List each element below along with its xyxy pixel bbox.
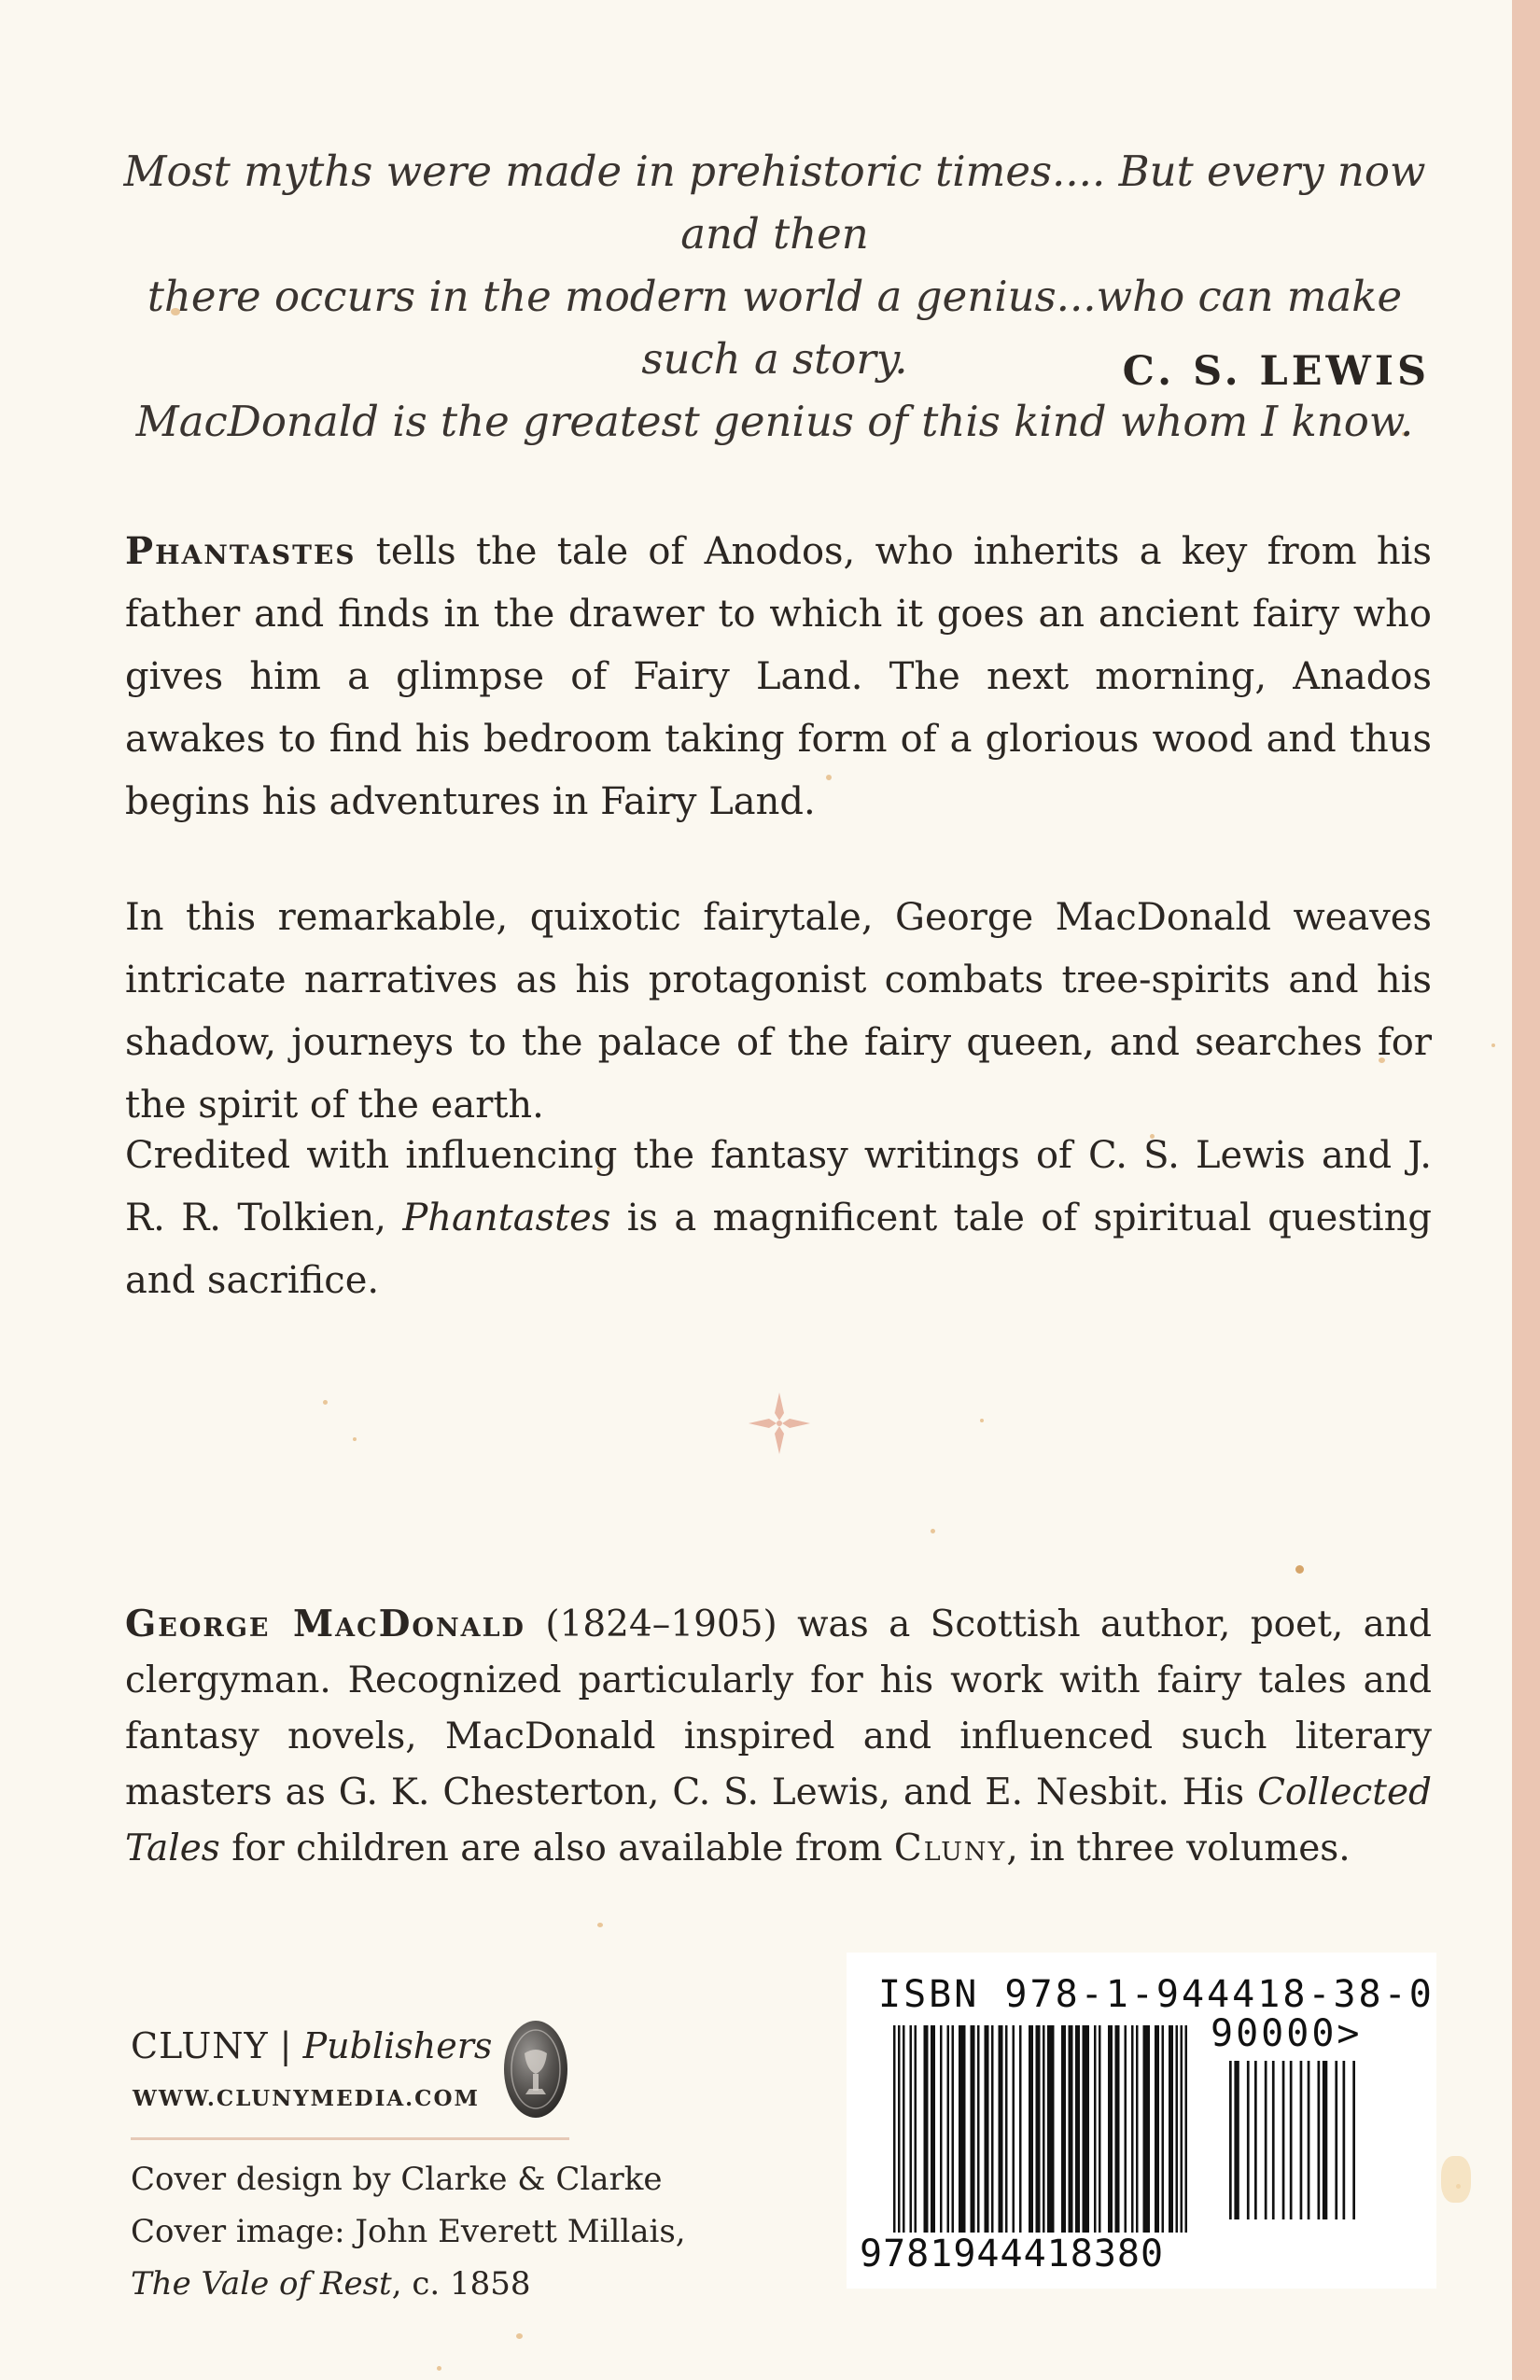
barcode-bar [931, 2025, 935, 2233]
bio-text: (1824–1905) was a Scottish author, poet, and clergyman. Recognized particularly for his work with fairy tales and fantasy novels, MacDonald inspired and influenced such literary masters as G. K. Chesterton, C. S. Lewis, and E. Nesbit. His [125, 1603, 1432, 1813]
book-title: Phantastes [402, 1197, 611, 1239]
barcode-bar [999, 2025, 1003, 2233]
barcode-bar [1061, 2025, 1066, 2233]
synopsis-text: tells the tale of Anodos, who inherits a key from his father and finds in the drawer to which it goes an ancient fairy who gives him a glimpse of Fairy Land. The next morning, Anados awakes to find his bedroom taking form of a glorious wood and thus begins his adventures in Fairy Land. [125, 530, 1432, 823]
publisher-imprint [131, 2025, 492, 2066]
barcode-bar [1323, 2061, 1327, 2219]
quote-line-1: Most myths were made in prehistoric times.... But every now and then [123, 147, 1426, 259]
bio-text: , in three volumes. [1006, 1827, 1351, 1869]
quote-attribution: C. S. LEWIS [1122, 348, 1430, 395]
author-name: George MacDonald [125, 1603, 525, 1645]
barcode-bar [1125, 2025, 1127, 2233]
isbn-barcode-block [847, 1953, 1436, 2289]
synopsis-paragraph-2: In this remarkable, quixotic fairytale, George MacDonald weaves intricate narratives as his protagonist combats tree-spirits and his shadow, journeys to the palace of the fairy queen, and searches for the spirit of the earth. [125, 896, 1432, 1127]
publisher-website: WWW.CLUNYMEDIA.COM [133, 2086, 480, 2111]
quote-line-3: MacDonald is the greatest genius of this kind whom I know. [135, 397, 1414, 446]
ean-barcode [893, 2025, 1248, 2244]
barcode-bar [1176, 2025, 1179, 2233]
pull-quote [112, 140, 1437, 453]
cover-credits [131, 2153, 686, 2310]
barcode-bar [1181, 2025, 1183, 2233]
barcode-bar [1318, 2061, 1321, 2219]
paper-speck [1491, 1043, 1495, 1047]
barcode-bar [1343, 2061, 1346, 2219]
publisher-name: CLUNY [131, 2025, 269, 2066]
barcode-bar [940, 2025, 943, 2233]
barcode-bar [1029, 2025, 1033, 2233]
barcode-bar [1282, 2061, 1285, 2219]
barcode-bar [1143, 2025, 1151, 2233]
cover-design-credit: Cover design by Clarke & Clarke [131, 2161, 663, 2198]
barcode-bar [1083, 2025, 1090, 2233]
publisher-name-inline: Cluny [893, 1827, 1007, 1869]
addon-marker: > [1337, 2012, 1363, 2055]
barcode-bar [1247, 2061, 1250, 2219]
barcode-bar [959, 2025, 966, 2233]
barcode-bar [1169, 2025, 1173, 2233]
fleuron-ornament-icon [747, 1391, 812, 1456]
barcode-bar [1005, 2025, 1008, 2233]
barcode-bar [915, 2025, 917, 2233]
barcode-bar [977, 2025, 980, 2233]
spine-strip [1512, 0, 1540, 2380]
barcode-bar [1300, 2061, 1303, 2219]
barcode-bar [1108, 2025, 1113, 2233]
barcode-bar [1254, 2061, 1257, 2219]
synopsis-paragraph-3 [125, 1125, 1432, 1312]
paper-speck [323, 1400, 328, 1405]
synopsis-text: Credited with influencing the fantasy writings of C. S. Lewis and J. R. R. Tolkien, [125, 1134, 1432, 1239]
addon-barcode [1229, 2061, 1360, 2229]
book-title: Phantastes [125, 529, 357, 573]
cover-image-credit: Cover image: John Everett Millais, [131, 2213, 686, 2250]
barcode-bar [1094, 2025, 1097, 2233]
barcode-bar [1272, 2061, 1275, 2219]
barcode-bar [893, 2025, 896, 2233]
barcode-bar [1335, 2061, 1337, 2219]
paper-speck [597, 1923, 603, 1927]
barcode-bar [1265, 2061, 1267, 2219]
ean-digits: 9781944418380 [860, 2233, 1165, 2275]
synopsis-text: is a magnificent tale of spiritual questing and sacrifice. [125, 1197, 1432, 1302]
barcode-bar [1308, 2061, 1310, 2219]
artwork-title: The Vale of Rest [131, 2265, 392, 2303]
paper-stain [1441, 2156, 1471, 2203]
barcode-bar [1131, 2025, 1134, 2233]
barcode-bar [1155, 2025, 1159, 2233]
author-bio [125, 1596, 1432, 1877]
barcode-bar [991, 2025, 994, 2233]
barcode-bar [1115, 2025, 1120, 2233]
artwork-date: , c. 1858 [391, 2265, 531, 2303]
publisher-separator: | [268, 2025, 303, 2066]
addon-digits: 90000 [1211, 2012, 1337, 2055]
barcode-bar [1290, 2061, 1293, 2219]
barcode-bar [1013, 2025, 1015, 2233]
barcode-bar [903, 2025, 905, 2233]
barcode-bar [1136, 2025, 1139, 2233]
paper-speck [931, 1529, 935, 1533]
publisher-label: Publishers [302, 2025, 493, 2066]
barcode-bar [898, 2025, 901, 2233]
barcode-bar [985, 2025, 989, 2233]
quote-line-2: there occurs in the modern world a genius...who can make such a story. [147, 272, 1403, 384]
collection-title: Collected Tales [125, 1771, 1432, 1869]
barcode-bar [971, 2025, 975, 2233]
divider [131, 2137, 569, 2140]
barcode-bar [1069, 2025, 1073, 2233]
paper-speck [1295, 1565, 1304, 1574]
barcode-bar [1352, 2061, 1355, 2219]
paper-speck [980, 1419, 984, 1422]
isbn-number: ISBN 978-1-944418-38-0 [878, 1973, 1435, 2016]
barcode-bar [1075, 2025, 1080, 2233]
synopsis-paragraph-1 [125, 520, 1432, 833]
barcode-bar [1047, 2025, 1055, 2233]
barcode-bar [924, 2025, 929, 2233]
barcode-bar [1185, 2025, 1188, 2233]
barcode-bar [1043, 2025, 1045, 2233]
barcode-bar [1099, 2025, 1101, 2233]
bio-text: for children are also available from [219, 1827, 894, 1869]
barcode-bar [1229, 2061, 1232, 2219]
barcode-bar [1162, 2025, 1165, 2233]
cover-image-work [131, 2258, 686, 2310]
barcode-bar [910, 2025, 913, 2233]
publisher-seal-logo-icon [502, 2018, 569, 2121]
paper-speck [516, 2333, 523, 2339]
barcode-bar [1234, 2061, 1239, 2219]
barcode-bar [1036, 2025, 1041, 2233]
barcode-bar [947, 2025, 950, 2233]
paper-speck [353, 1437, 357, 1441]
barcode-bar [952, 2025, 955, 2233]
paper-speck [437, 2366, 441, 2371]
barcode-bar [1019, 2025, 1022, 2233]
